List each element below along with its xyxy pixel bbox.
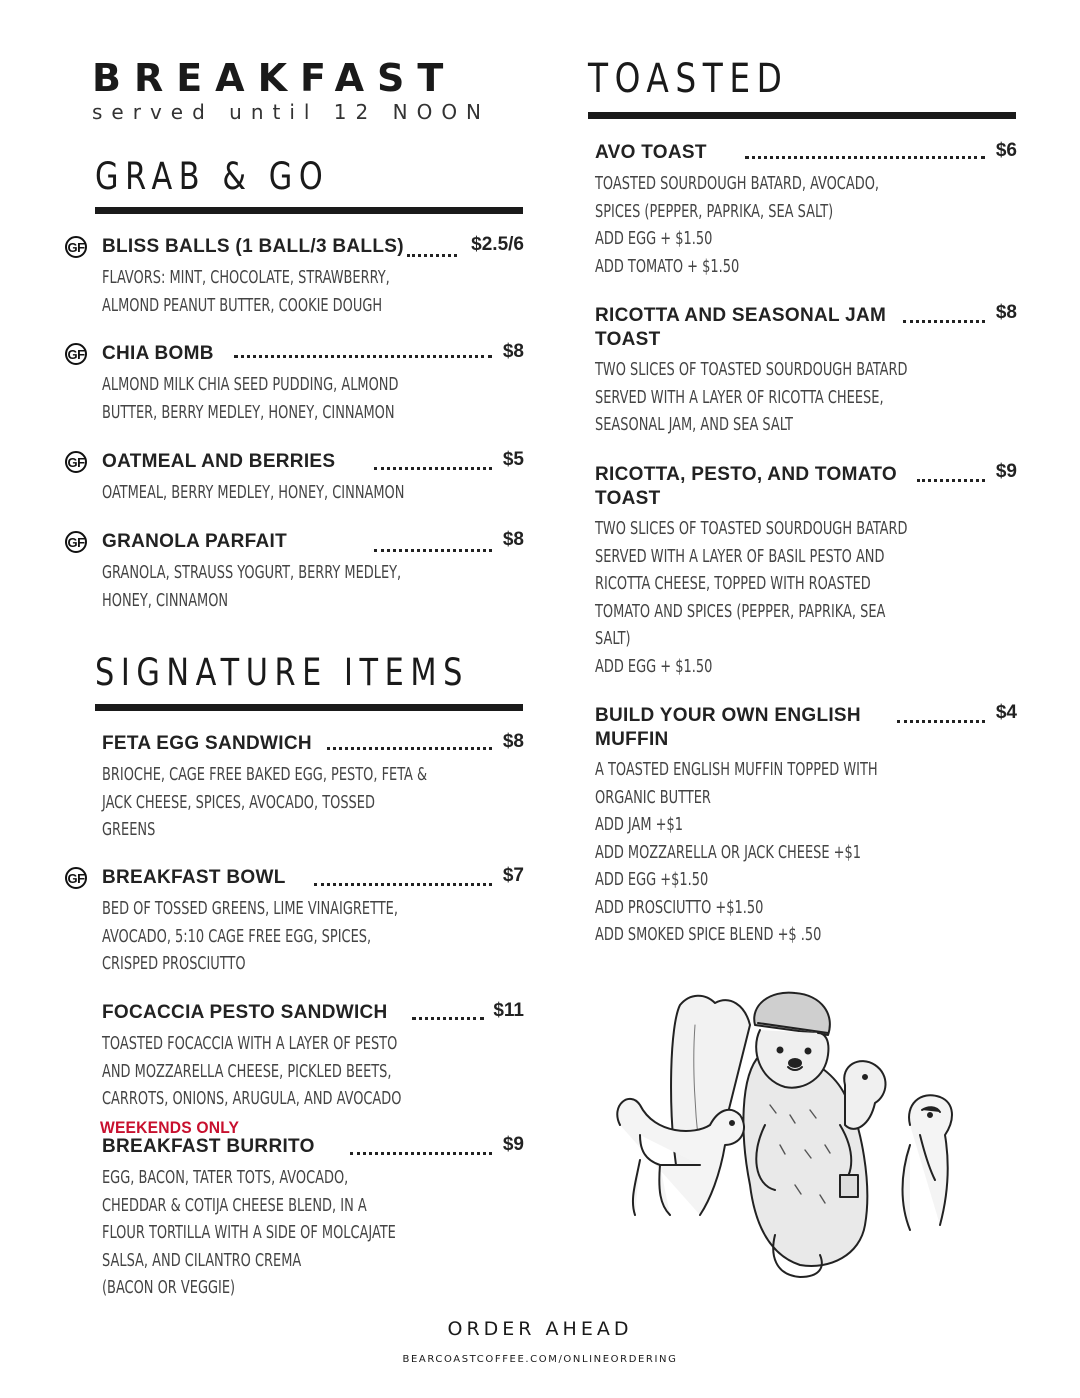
- dot-leader: [903, 320, 985, 323]
- item-price: $4: [995, 702, 1017, 723]
- section-title-signature-items: SIGNATURE ITEMS: [95, 651, 469, 694]
- item-name: RICOTTA, PESTO, AND TOMATO TOAST: [595, 464, 897, 509]
- dot-leader: [314, 883, 492, 886]
- dot-leader: [234, 355, 492, 358]
- item-name: OATMEAL AND BERRIES: [102, 451, 336, 472]
- section-title-toasted: TOASTED: [588, 56, 789, 102]
- dot-leader: [917, 479, 985, 482]
- section-divider: [95, 207, 523, 214]
- item-description: TOASTED FOCACCIA WITH A LAYER OF PESTO AND MOZZARELLA CHEESE, PICKLED BEETS, CARROTS, ONIONS, ARUGULA, AND AVOCADO: [102, 1033, 402, 1109]
- item-price: $8: [995, 302, 1017, 323]
- dot-leader: [407, 254, 457, 257]
- item-description: A TOASTED ENGLISH MUFFIN TOPPED WITH ORGANIC BUTTER ADD JAM +$1 ADD MOZZARELLA OR JACK CHEESE +$1 ADD EGG +$1.50 ADD PROSCIUTTO +$1.50 ADD SMOKED SPICE BLEND +$ .50: [595, 759, 878, 945]
- item-description: OATMEAL, BERRY MEDLEY, HONEY, CINNAMON: [102, 482, 405, 503]
- gluten-free-icon: GF: [65, 531, 87, 553]
- item-name: BREAKFAST BOWL: [102, 867, 286, 888]
- item-name: CHIA BOMB: [102, 343, 214, 364]
- item-name: GRANOLA PARFAIT: [102, 531, 287, 552]
- menu-item: [67, 865, 524, 978]
- item-name: AVO TOAST: [595, 142, 707, 163]
- menu-item: [102, 733, 524, 844]
- item-description: FLAVORS: MINT, CHOCOLATE, STRAWBERRY, ALMOND PEANUT BUTTER, COOKIE DOUGH: [102, 267, 390, 316]
- weekends-only-badge: WEEKENDS ONLY: [100, 1118, 240, 1137]
- item-description: BRIOCHE, CAGE FREE BAKED EGG, PESTO, FETA & JACK CHEESE, SPICES, AVOCADO, TOSSED GREENS: [102, 764, 428, 840]
- dot-leader: [745, 156, 985, 159]
- item-price: $2.5/6: [471, 234, 524, 255]
- menu-item: [595, 304, 1017, 439]
- gluten-free-icon: GF: [65, 451, 87, 473]
- item-description: GRANOLA, STRAUSS YOGURT, BERRY MEDLEY, HONEY, CINNAMON: [102, 562, 402, 611]
- menu-item: [595, 704, 1017, 949]
- item-name: BREAKFAST BURRITO: [102, 1136, 315, 1157]
- item-price: $8: [502, 529, 524, 550]
- menu-title: BREAKFAST: [92, 56, 457, 100]
- gluten-free-icon: GF: [65, 236, 87, 258]
- menu-item: [102, 1002, 524, 1113]
- menu-item: [67, 449, 524, 507]
- item-description: TOASTED SOURDOUGH BATARD, AVOCADO, SPICES (PEPPER, PAPRIKA, SEA SALT) ADD EGG + $1.50 ADD TOMATO + $1.50: [595, 173, 880, 277]
- item-name: RICOTTA AND SEASONAL JAM TOAST: [595, 305, 887, 350]
- item-price: $9: [502, 1134, 524, 1155]
- item-name: BLISS BALLS (1 BALL/3 BALLS): [102, 236, 404, 257]
- menu-item: [595, 463, 1017, 680]
- item-price: $5: [502, 449, 524, 470]
- menu-subtitle: served until 12 NOON: [92, 100, 491, 124]
- gluten-free-icon: GF: [65, 343, 87, 365]
- item-name: FETA EGG SANDWICH: [102, 733, 312, 754]
- item-price: $8: [502, 341, 524, 362]
- section-divider: [95, 704, 523, 711]
- item-price: $8: [502, 731, 524, 752]
- menu-item: [595, 142, 1017, 280]
- menu-item: [67, 529, 524, 614]
- item-description: BED OF TOSSED GREENS, LIME VINAIGRETTE, AVOCADO, 5:10 CAGE FREE EGG, SPICES, CRISPED PROSCIUTTO: [102, 898, 398, 974]
- gluten-free-icon: GF: [65, 867, 87, 889]
- dot-leader: [897, 720, 985, 723]
- section-title-grab-and-go: GRAB & GO: [95, 155, 330, 198]
- item-description: TWO SLICES OF TOASTED SOURDOUGH BATARD SERVED WITH A LAYER OF RICOTTA CHEESE, SEASONAL JAM, AND SEA SALT: [595, 359, 908, 435]
- item-price: $9: [995, 461, 1017, 482]
- menu-item: [67, 341, 524, 426]
- item-name: FOCACCIA PESTO SANDWICH: [102, 1002, 388, 1023]
- dot-leader: [350, 1152, 492, 1155]
- item-description: ALMOND MILK CHIA SEED PUDDING, ALMOND BUTTER, BERRY MEDLEY, HONEY, CINNAMON: [102, 374, 399, 423]
- bear-with-dogs-and-surfboard-illustration: [600, 985, 970, 1285]
- order-ahead-link[interactable]: ORDER AHEAD: [447, 1318, 633, 1340]
- item-price: $6: [995, 140, 1017, 161]
- dot-leader: [412, 1017, 484, 1020]
- item-description: EGG, BACON, TATER TOTS, AVOCADO, CHEDDAR & COTIJA CHEESE BLEND, IN A FLOUR TORTILLA WITH A SIDE OF MOLCAJATE SALSA, AND CILANTRO CREMA (BACON OR VEGGIE): [102, 1167, 396, 1298]
- item-price: $7: [502, 865, 524, 886]
- item-price: $11: [493, 1000, 524, 1021]
- dot-leader: [374, 549, 492, 552]
- dot-leader: [327, 747, 492, 750]
- dot-leader: [374, 467, 492, 470]
- item-description: TWO SLICES OF TOASTED SOURDOUGH BATARD SERVED WITH A LAYER OF BASIL PESTO AND RICOTTA CHEESE, TOPPED WITH ROASTED TOMATO AND SPICES (PEPPER, PAPRIKA, SEA SALT) ADD EGG + $1.50: [595, 518, 908, 677]
- online-ordering-url[interactable]: BEARCOASTCOFFEE.COM/ONLINEORDERING: [402, 1354, 678, 1365]
- item-name: BUILD YOUR OWN ENGLISH MUFFIN: [595, 705, 861, 750]
- menu-item: [67, 234, 524, 319]
- menu-item: [102, 1136, 524, 1302]
- section-divider: [588, 112, 1016, 119]
